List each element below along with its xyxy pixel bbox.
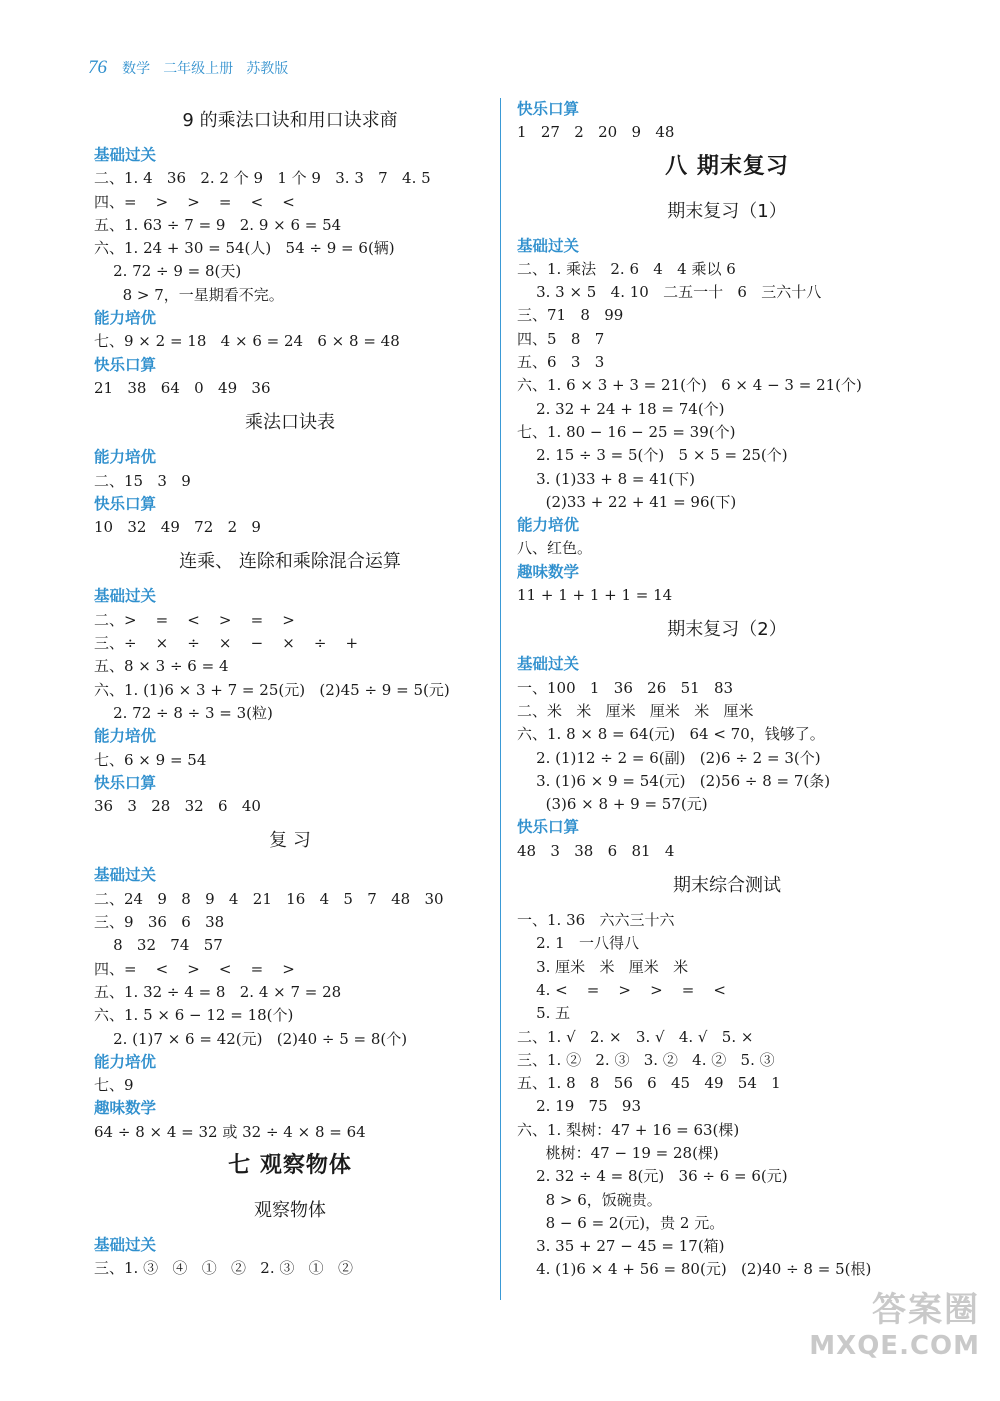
- header-subject: 数学: [122, 61, 151, 77]
- column-divider: [500, 98, 501, 1300]
- answer-line: 2. (1)12 ÷ 2 = 6(副) (2)6 ÷ 2 = 3(个): [517, 748, 821, 767]
- answer-line: (2)33 + 22 + 41 = 96(下): [517, 492, 737, 511]
- answer-line: 3. 厘米 米 厘米 米: [517, 957, 689, 976]
- section-label: 快乐口算: [517, 100, 580, 118]
- watermark-logo-text: 答案圈: [872, 1290, 980, 1330]
- page-number: 76: [88, 57, 107, 78]
- section-label: 能力培优: [517, 516, 580, 535]
- answer-line: 8 32 74 57: [94, 936, 223, 955]
- answer-line: 4. < = > > = <: [517, 980, 726, 999]
- section-label: 快乐口算: [94, 355, 157, 374]
- answer-line: 五、1. 32 ÷ 4 = 8 2. 4 × 7 = 28: [94, 982, 342, 1001]
- answer-line: 2. 72 ÷ 8 ÷ 3 = 3(粒): [94, 703, 273, 722]
- answer-line: 2. 19 75 93: [517, 1097, 642, 1116]
- answer-line: 2. 1 一八得八: [517, 934, 639, 953]
- left-column: [94, 98, 486, 1281]
- header-grade: 二年级上册: [163, 61, 234, 77]
- section-label: 基础过关: [517, 655, 580, 674]
- answer-line: 3. (1)6 × 9 = 54(元) (2)56 ÷ 8 = 7(条): [517, 771, 831, 790]
- answer-line: 七、9 × 2 = 18 4 × 6 = 24 6 × 8 = 48: [94, 332, 400, 351]
- answer-line: 二、24 9 8 9 4 21 16 4 5 7 48 30: [94, 889, 444, 908]
- section-label: 趣味数学: [517, 562, 580, 581]
- answer-line: 5. 五: [517, 1004, 571, 1023]
- chapter-title: 八 期末复习: [665, 153, 789, 179]
- lesson-title: 期末复习（2）: [667, 619, 787, 641]
- answer-line: 六、1. 24 + 30 = 54(人) 54 ÷ 9 = 6(辆): [94, 239, 395, 258]
- watermark-url: MXQE.COM: [809, 1331, 980, 1361]
- answer-line: 三、1. ② 2. ③ 3. ② 4. ② 5. ③: [517, 1050, 775, 1069]
- answer-line: 二、米 米 厘米 厘米 米 厘米: [517, 701, 754, 720]
- answer-line: 六、1. 6 × 3 + 3 = 21(个) 6 × 4 − 3 = 21(个): [517, 376, 862, 395]
- answer-line: 11 + 1 + 1 + 1 = 14: [517, 586, 673, 605]
- answer-line: 七、9: [94, 1076, 134, 1095]
- header-edition: 苏教版: [246, 61, 289, 77]
- answer-line: 2. 15 ÷ 3 = 5(个) 5 × 5 = 25(个): [517, 446, 788, 465]
- answer-line: 8 − 6 = 2(元)，贵 2 元。: [517, 1213, 725, 1232]
- answer-line: 三、1. ③ ④ ① ② 2. ③ ① ②: [94, 1259, 353, 1278]
- answer-line: 64 ÷ 8 × 4 = 32 或 32 ÷ 4 × 8 = 64: [94, 1122, 366, 1141]
- lesson-title: 期末复习（1）: [667, 200, 787, 222]
- answer-line: 七、1. 80 − 16 − 25 = 39(个): [517, 422, 736, 441]
- section-label: 能力培优: [94, 309, 157, 328]
- answer-line: 六、1. 5 × 6 − 12 = 18(个): [94, 1006, 294, 1025]
- answer-line: 21 38 64 0 49 36: [94, 378, 271, 397]
- section-label: 快乐口算: [517, 818, 580, 837]
- section-label: 快乐口算: [94, 773, 157, 792]
- answer-line: 四、5 8 7: [517, 329, 605, 348]
- section-label: 基础过关: [94, 1235, 157, 1254]
- answer-line: 五、1. 8 8 56 6 45 49 54 1: [517, 1074, 781, 1093]
- section-label: 基础过关: [94, 146, 157, 164]
- answer-line: 二、15 3 9: [94, 471, 191, 490]
- answer-line: 六、1. 8 × 8 = 64(元) 64 < 70，钱够了。: [517, 725, 825, 744]
- section-label: 快乐口算: [94, 494, 157, 513]
- lesson-title: 复 习: [269, 830, 311, 852]
- answer-line: 三、÷ × ÷ × − × ÷ +: [94, 634, 359, 653]
- answer-line: 一、1. 36 六六三十六: [517, 911, 675, 930]
- answer-line: 二、> = < > = >: [94, 610, 295, 629]
- answer-line: 1 27 2 20 9 48: [517, 123, 675, 142]
- answer-line: 3. 35 + 27 − 45 = 17(箱): [517, 1237, 725, 1256]
- answer-line: 8 > 7，一星期看不完。: [94, 285, 284, 304]
- answer-line: 二、1. 4 36 2. 2 个 9 1 个 9 3. 3 7 4. 5: [94, 169, 431, 188]
- answer-line: 二、1. √ 2. × 3. √ 4. √ 5. ×: [517, 1027, 754, 1046]
- answer-line: 四、= < > < = >: [94, 959, 295, 978]
- answer-line: 桃树：47 − 19 = 28(棵): [517, 1143, 719, 1162]
- section-label: 基础过关: [94, 866, 157, 885]
- section-label: 基础过关: [517, 236, 580, 255]
- answer-line: 五、6 3 3: [517, 353, 605, 372]
- answer-line: 五、8 × 3 ÷ 6 = 4: [94, 657, 229, 676]
- answer-line: 五、1. 63 ÷ 7 = 9 2. 9 × 6 = 54: [94, 215, 342, 234]
- answer-line: 二、1. 乘法 2. 6 4 4 乘以 6: [517, 259, 736, 278]
- right-column: [517, 98, 937, 1282]
- answer-line: 48 3 38 6 81 4: [517, 841, 675, 860]
- answer-line: 四、= > > = < <: [94, 192, 295, 211]
- answer-line: 八、红色。: [517, 539, 593, 558]
- chapter-title: 七 观察物体: [228, 1152, 352, 1178]
- lesson-title: 9 的乘法口诀和用口诀求商: [182, 110, 398, 131]
- answer-line: 10 32 49 72 2 9: [94, 518, 261, 537]
- watermark: [809, 1282, 980, 1361]
- answer-line: 一、100 1 36 26 51 83: [517, 678, 734, 697]
- answer-line: 六、1. (1)6 × 3 + 7 = 25(元) (2)45 ÷ 9 = 5(元): [94, 680, 450, 699]
- section-label: 能力培优: [94, 727, 157, 746]
- page-header: [88, 57, 296, 79]
- answer-line: 2. (1)7 × 6 = 42(元) (2)40 ÷ 5 = 8(个): [94, 1029, 408, 1048]
- answer-line: 8 > 6，饭碗贵。: [517, 1190, 662, 1209]
- answer-line: 36 3 28 32 6 40: [94, 797, 261, 816]
- answer-line: 3. 3 × 5 4. 10 二五一十 6 三六十八: [517, 283, 822, 302]
- section-label: 基础过关: [94, 587, 157, 606]
- answer-line: 七、6 × 9 = 54: [94, 750, 207, 769]
- answer-line: 三、9 36 6 38: [94, 913, 225, 932]
- answer-line: 2. 32 + 24 + 18 = 74(个): [517, 399, 725, 418]
- answer-line: 三、71 8 99: [517, 306, 624, 325]
- answer-line: 4. (1)6 × 4 + 56 = 80(元) (2)40 ÷ 8 = 5(根): [517, 1260, 872, 1279]
- answer-line: 六、1. 梨树：47 + 16 = 63(棵): [517, 1120, 740, 1139]
- lesson-title: 期末综合测试: [673, 875, 781, 897]
- answer-line: 2. 32 ÷ 4 = 8(元) 36 ÷ 6 = 6(元): [517, 1167, 788, 1186]
- lesson-title: 乘法口诀表: [245, 412, 335, 434]
- answer-line: 3. (1)33 + 8 = 41(下): [517, 469, 696, 488]
- section-label: 能力培优: [94, 1052, 157, 1071]
- lesson-title: 连乘、 连除和乘除混合运算: [179, 551, 401, 573]
- section-label: 趣味数学: [94, 1099, 157, 1118]
- answer-line: 2. 72 ÷ 9 = 8(天): [94, 262, 242, 281]
- section-label: 能力培优: [94, 448, 157, 467]
- lesson-title: 观察物体: [254, 1199, 326, 1221]
- answer-line: (3)6 × 8 + 9 = 57(元): [517, 795, 708, 814]
